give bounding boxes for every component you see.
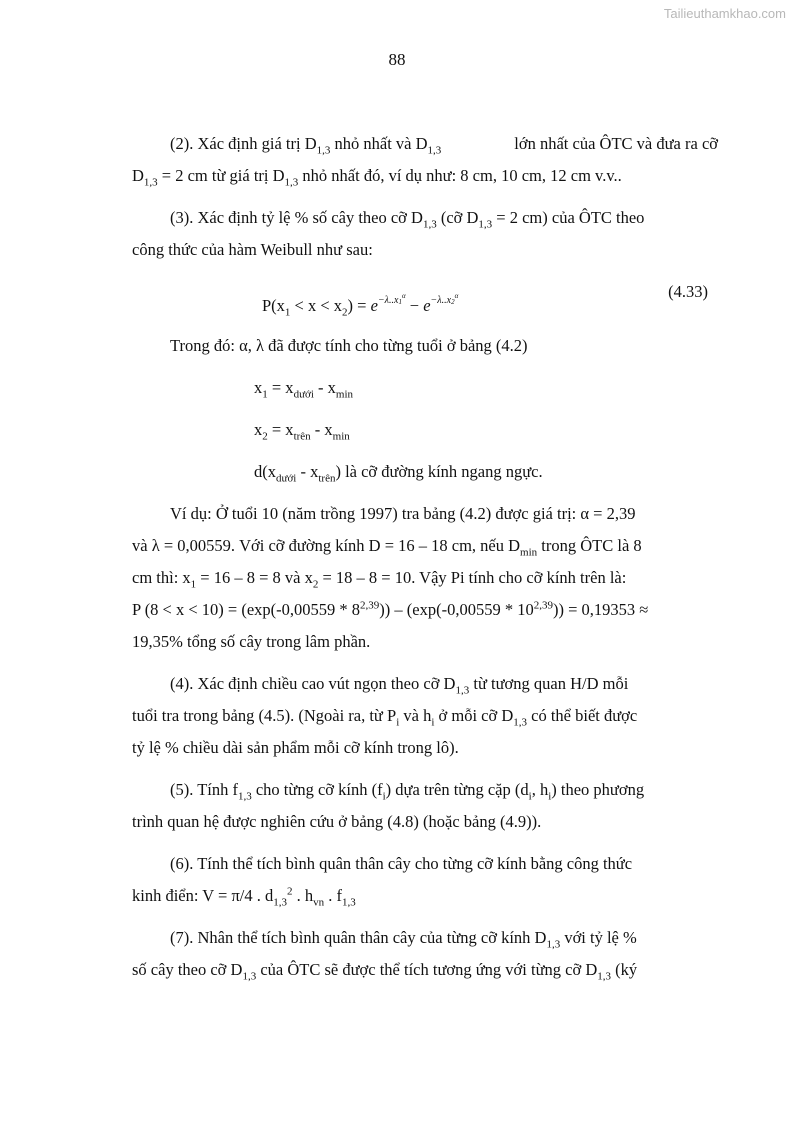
definition-list bbox=[132, 372, 718, 488]
line: 19,35% tổng số cây trong lâm phần. bbox=[132, 632, 371, 651]
line: công thức của hàm Weibull như sau: bbox=[132, 240, 373, 259]
line: (4). Xác định chiều cao vút ngọn theo cỡ $D_{1,3}$ từ tương quan H/D mỗi bbox=[170, 674, 629, 697]
line: (7). Nhân thể tích bình quân thân cây của từng cỡ kính $D_{1,3}$ với tỷ lệ % bbox=[170, 928, 637, 951]
line: (6). Tính thể tích bình quân thân cây cho từng cỡ kính bằng công thức bbox=[170, 854, 633, 873]
line: tuổi tra trong bảng (4.5). (Ngoài ra, từ $P_i$ và $h_i$ ở mỗi cỡ $D_{1,3}$ có thể biết được bbox=[132, 706, 638, 729]
line: P $(8 < x < 10) = (\exp(-0,00559 * 8^{2,39})) - (\exp(-0,00559 * 10^{2,39})) = 0,19353$ ≈ bbox=[132, 599, 649, 619]
line: Ví dụ: Ở tuổi 10 (năm trồng 1997) tra bảng (4.2) được giá trị: α = 2,39 bbox=[170, 504, 636, 523]
paragraph-step-6 bbox=[132, 848, 718, 912]
line: số cây theo cỡ $D_{1,3}$ của ÔTC sẽ được thể tích tương ứng với từng cỡ $D_{1,3}$ (ký bbox=[132, 960, 638, 983]
watermark: Tailieuthamkhao.com bbox=[663, 6, 786, 21]
paragraph-step-2 bbox=[132, 128, 718, 192]
definition-x2: $x_2 = x_{trên} - x_{min}$ bbox=[254, 420, 350, 443]
definition-x1: $x_1 = x_{dưới} - x_{min}$ bbox=[254, 378, 354, 401]
line: (3). Xác định tỷ lệ % số cây theo cỡ $D_{1,3}$ (cỡ $D_{1,3} = 2$ cm) của ÔTC theo bbox=[170, 208, 645, 231]
line: (2). Xác định giá trị $D_{1,3}$ nhỏ nhất và $D_{1,3}$ lớn nhất của ÔTC và đưa ra cỡ bbox=[170, 134, 718, 157]
line: và λ = 0,00559. Với cỡ đường kính D = 16 – 18 cm, nếu $D_{min}$ trong ÔTC là 8 bbox=[132, 536, 642, 559]
line: kinh điển: V = π/4 . $d_{1,3}^2$ . $h_{vn}$ . $f_{1,3}$ bbox=[132, 885, 356, 909]
page-number: 88 bbox=[388, 50, 406, 69]
line: tỷ lệ % chiều dài sản phẩm mỗi cỡ kính trong lô). bbox=[132, 738, 459, 757]
line: cm thì: $x_1 = 16 - 8 = 8$ và $x_2 = 18 - 8 = 10$. Vậy Pi tính cho cỡ kính trên là: bbox=[132, 568, 627, 591]
where-clause: Trong đó: α, λ đã được tính cho từng tuổi ở bảng (4.2) bbox=[170, 336, 528, 355]
paragraph-step-5 bbox=[132, 774, 718, 838]
equation-number: (4.33) bbox=[668, 282, 708, 301]
paragraph-step-4 bbox=[132, 668, 718, 764]
paragraph-step-7 bbox=[132, 922, 718, 986]
formula-body: $P(x_1 < x < x_2) = e^{-\lambda..x1^\alpha} - e^{-\lambda..x2^\alpha}$ bbox=[262, 292, 459, 319]
paragraph-step-3 bbox=[132, 202, 718, 266]
definition-d: $d(x_{dưới} - x_{trên})$ là cỡ đường kính ngang ngực. bbox=[254, 462, 543, 485]
line: trình quan hệ được nghiên cứu ở bảng (4.8) (hoặc bảng (4.9)). bbox=[132, 812, 542, 831]
page-content bbox=[132, 128, 718, 996]
weibull-formula bbox=[132, 276, 718, 324]
line: $D_{1,3} = 2$ cm từ giá trị $D_{1,3}$ nhỏ nhất đó, ví dụ như: 8 cm, 10 cm, 12 cm v.v.. bbox=[132, 166, 622, 189]
line: (5). Tính $f_{1,3}$ cho từng cỡ kính $(f_i)$ dựa trên từng cặp ($d_i$, $h_i$) theo phương bbox=[170, 780, 645, 803]
paragraph-example bbox=[132, 498, 718, 658]
